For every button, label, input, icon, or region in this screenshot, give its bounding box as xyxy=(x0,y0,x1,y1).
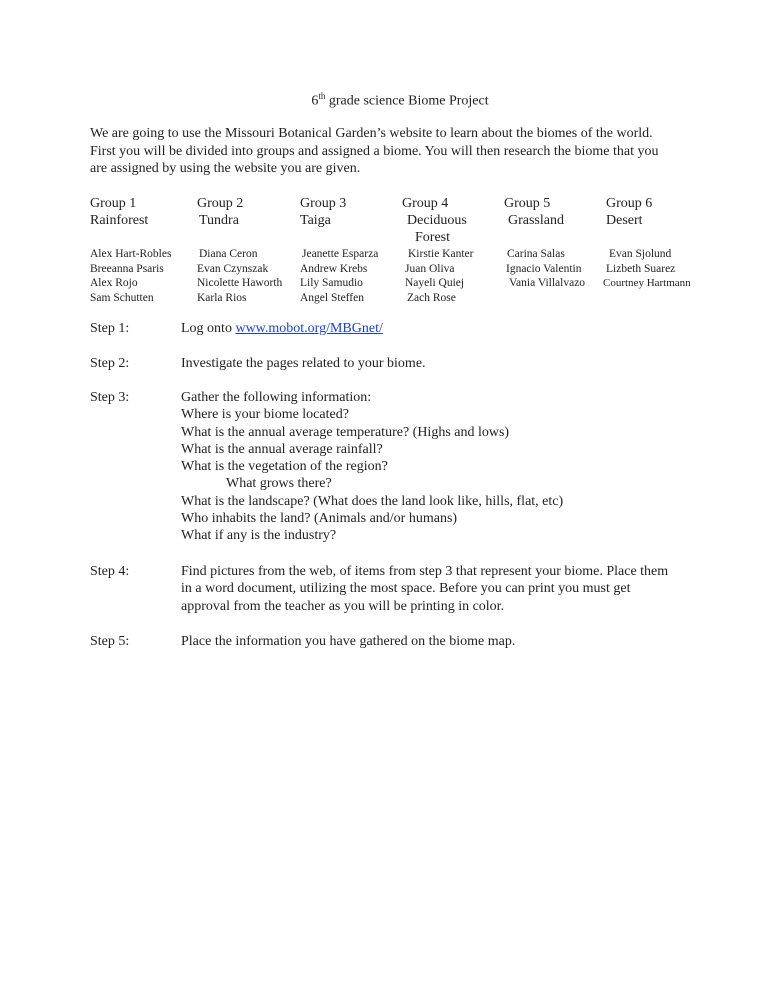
group-column-3 xyxy=(300,195,379,304)
member-name: Diana Ceron xyxy=(199,248,258,260)
member-name: Lizbeth Suarez xyxy=(606,262,676,275)
member-name: Nayeli Quiej xyxy=(405,277,465,289)
member-name: Lily Samudio xyxy=(300,277,363,289)
intro-paragraph xyxy=(90,125,730,178)
group-header: Group 6 xyxy=(606,196,653,211)
group-header: Group 1 xyxy=(90,196,137,211)
page-title xyxy=(0,91,768,110)
group-column-4 xyxy=(402,195,474,304)
group-column-2 xyxy=(197,195,283,304)
member-name: Evan Sjolund xyxy=(609,248,672,260)
step-text: Log onto xyxy=(181,321,236,336)
step-label: Step 3: xyxy=(90,390,130,405)
step-body xyxy=(181,563,768,615)
group-header: Group 4 xyxy=(402,196,449,211)
member-name: Courtney Hartmann xyxy=(603,277,691,289)
member-name: Alex Hart-Robles xyxy=(90,248,172,260)
group-biome: Deciduous xyxy=(407,213,467,228)
group-members xyxy=(603,247,691,291)
step-body: Place the information you have gathered on the biome map. xyxy=(181,634,516,649)
title-text: grade science Biome Project xyxy=(325,93,489,109)
step-label: Step 5: xyxy=(90,634,130,649)
member-name: Ignacio Valentin xyxy=(506,262,582,275)
member-name: Nicolette Haworth xyxy=(197,277,283,289)
step-label: Step 2: xyxy=(90,356,130,371)
step-label: Step 1: xyxy=(90,321,130,336)
group-members xyxy=(197,247,282,305)
step-body: Investigate the pages related to your biome. xyxy=(181,356,426,371)
step-line: What is the annual average temperature? (Highs and lows) xyxy=(181,424,510,440)
mobot-link[interactable]: www.mobot.org/MBGnet/ xyxy=(235,321,383,336)
group-header: Group 3 xyxy=(300,196,347,211)
member-name: Alex Rojo xyxy=(90,277,138,289)
step-line: What grows there? xyxy=(226,476,332,492)
group-members xyxy=(90,247,171,305)
member-name: Angel Steffen xyxy=(300,291,364,304)
group-biome: Tundra xyxy=(199,213,239,228)
step-line: approval from the teacher as you will be printing in color. xyxy=(181,598,505,614)
member-name: Kirstie Kanter xyxy=(408,248,474,260)
member-name: Juan Oliva xyxy=(405,262,455,275)
member-name: Evan Czynszak xyxy=(197,262,269,275)
member-name: Zach Rose xyxy=(407,291,456,304)
member-name: Karla Rios xyxy=(197,291,247,304)
member-name: Breeanna Psaris xyxy=(90,262,164,275)
step-body xyxy=(181,389,768,545)
intro-line: are assigned by using the website you are given. xyxy=(90,161,361,176)
group-column-1 xyxy=(90,195,172,304)
step-label: Step 4: xyxy=(90,564,130,579)
group-members xyxy=(300,247,378,305)
group-biome: Taiga xyxy=(300,213,331,228)
title-number: 6 xyxy=(311,93,319,109)
step-line: What is the vegetation of the region? xyxy=(181,459,388,475)
member-name: Andrew Krebs xyxy=(300,262,368,275)
member-name: Jeanette Esparza xyxy=(302,248,379,260)
intro-line: We are going to use the Missouri Botanical Garden’s website to learn about the biomes of the world. xyxy=(90,126,653,141)
group-column-6 xyxy=(603,195,691,289)
group-header: Group 5 xyxy=(504,196,551,211)
step-line: Find pictures from the web, of items from step 3 that represent your biome. Place them xyxy=(181,564,669,579)
member-name: Vania Villalvazo xyxy=(509,277,586,289)
member-name: Sam Schutten xyxy=(90,291,154,304)
step-line: What if any is the industry? xyxy=(181,528,337,544)
group-biome-line2: Forest xyxy=(415,230,450,245)
step-body xyxy=(181,320,768,337)
title-superscript: th xyxy=(318,91,326,101)
group-members xyxy=(402,247,473,305)
step-line: What is the annual average rainfall? xyxy=(181,441,383,457)
step-line: Gather the following information: xyxy=(181,390,372,405)
step-line: What is the landscape? (What does the land look like, hills, flat, etc) xyxy=(181,493,564,509)
step-line: in a word document, utilizing the most space. Before you can print you must get xyxy=(181,581,631,597)
member-name: Carina Salas xyxy=(507,248,565,260)
group-biome: Grassland xyxy=(508,213,564,228)
group-header: Group 2 xyxy=(197,196,244,211)
step-line: Who inhabits the land? (Animals and/or humans) xyxy=(181,511,458,527)
group-biome: Desert xyxy=(606,213,643,228)
intro-line: First you will be divided into groups and assigned a biome. You will then research the biome that you xyxy=(90,143,659,159)
step-line: Where is your biome located? xyxy=(181,407,349,423)
group-column-5 xyxy=(504,195,586,289)
group-biome: Rainforest xyxy=(90,213,149,228)
group-members xyxy=(504,247,585,291)
